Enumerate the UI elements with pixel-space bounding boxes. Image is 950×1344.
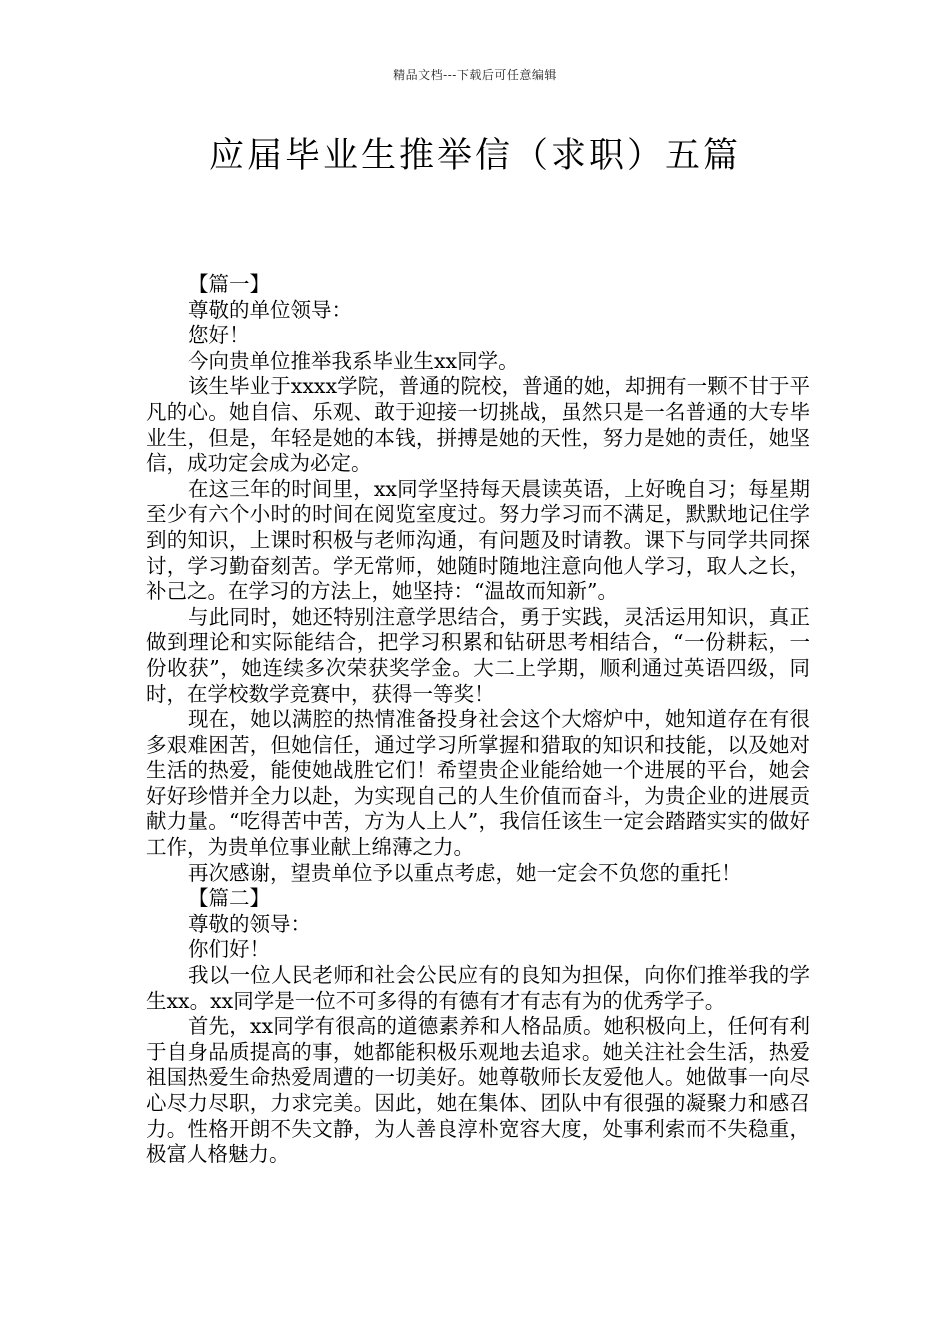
paragraph: 现在，她以满腔的热情准备投身社会这个大熔炉中，她知道存在有很多艰难困苦，但她信任，通过学习所掌握和猎取的知识和技能，以及她对生活的热爱，能使她战胜它们！希望贵企业能给她一个进展的平台，她会好好珍惜并全力以赴，为实现自己的人生价值而奋斗，为贵企业的进展贡献力量。“吃得苦中苦，方为人上人”，我信任该生一定会踏踏实实的做好工作，为贵单位事业献上绵薄之力。 xyxy=(146,707,810,860)
paragraph: 今向贵单位推举我系毕业生xx同学。 xyxy=(188,348,519,373)
closing-paragraph: 再次感谢，望贵单位予以重点考虑，她一定会不负您的重托！ xyxy=(188,860,742,885)
paragraph: 在这三年的时间里，xx同学坚持每天晨读英语，上好晚自习；每星期至少有六个小时的时间在阅览室度过。努力学习而不满足，默默地记住学到的知识，上课时积极与老师沟通，有问题及时请教。课下与同学共同探讨，学习勤奋刻苦。学无常师，她随时随地注意向他人学习，取人之长，补己之。在学习的方法上，她坚持：“温故而知新”。 xyxy=(146,476,810,604)
salutation: 尊敬的单位领导： xyxy=(188,297,352,322)
paragraph: 首先，xx同学有很高的道德素养和人格品质。她积极向上，任何有利于自身品质提高的事，她都能积极乐观地去追求。她关注社会生活，热爱祖国热爱生命热爱周遭的一切美好。她尊敬师长友爱他人。她做事一向尽心尽力尽职，力求完美。因此，她在集体、团队中有很强的凝聚力和感召力。性格开朗不失文静，为人善良淳朴宽容大度，处事利索而不失稳重，极富人格魅力。 xyxy=(146,1014,810,1167)
salutation: 尊敬的领导： xyxy=(188,911,311,936)
document-title: 应届毕业生推举信（求职）五篇 xyxy=(208,136,741,176)
greeting: 您好！ xyxy=(188,323,250,348)
paragraph: 与此同时，她还特别注意学思结合，勇于实践，灵活运用知识，真正做到理论和实际能结合，把学习积累和钻研思考相结合，“一份耕耘，一份收获”，她连续多次荣获奖学金。大二上学期，顺利通过英语四级，同时，在学校数学竞赛中，获得一等奖！ xyxy=(146,604,810,706)
greeting: 你们好！ xyxy=(188,937,270,962)
paragraph: 该生毕业于xxxx学院，普通的院校，普通的她，却拥有一颗不甘于平凡的心。她自信、乐观、敢于迎接一切挑战，虽然只是一名普通的大专毕业生，但是，年轻是她的本钱，拼搏是她的天性，努力是她的责任，她坚信，成功定会成为必定。 xyxy=(146,374,810,476)
section-heading-1: 【篇一】 xyxy=(188,272,270,296)
header-note: 精品文档---下载后可任意编辑 xyxy=(393,68,557,82)
document-body xyxy=(146,272,810,1168)
section-heading-2: 【篇二】 xyxy=(188,886,270,911)
paragraph: 我以一位人民老师和社会公民应有的良知为担保，向你们推举我的学生xx。xx同学是一位不可多得的有德有才有志有为的优秀学子。 xyxy=(146,963,810,1013)
